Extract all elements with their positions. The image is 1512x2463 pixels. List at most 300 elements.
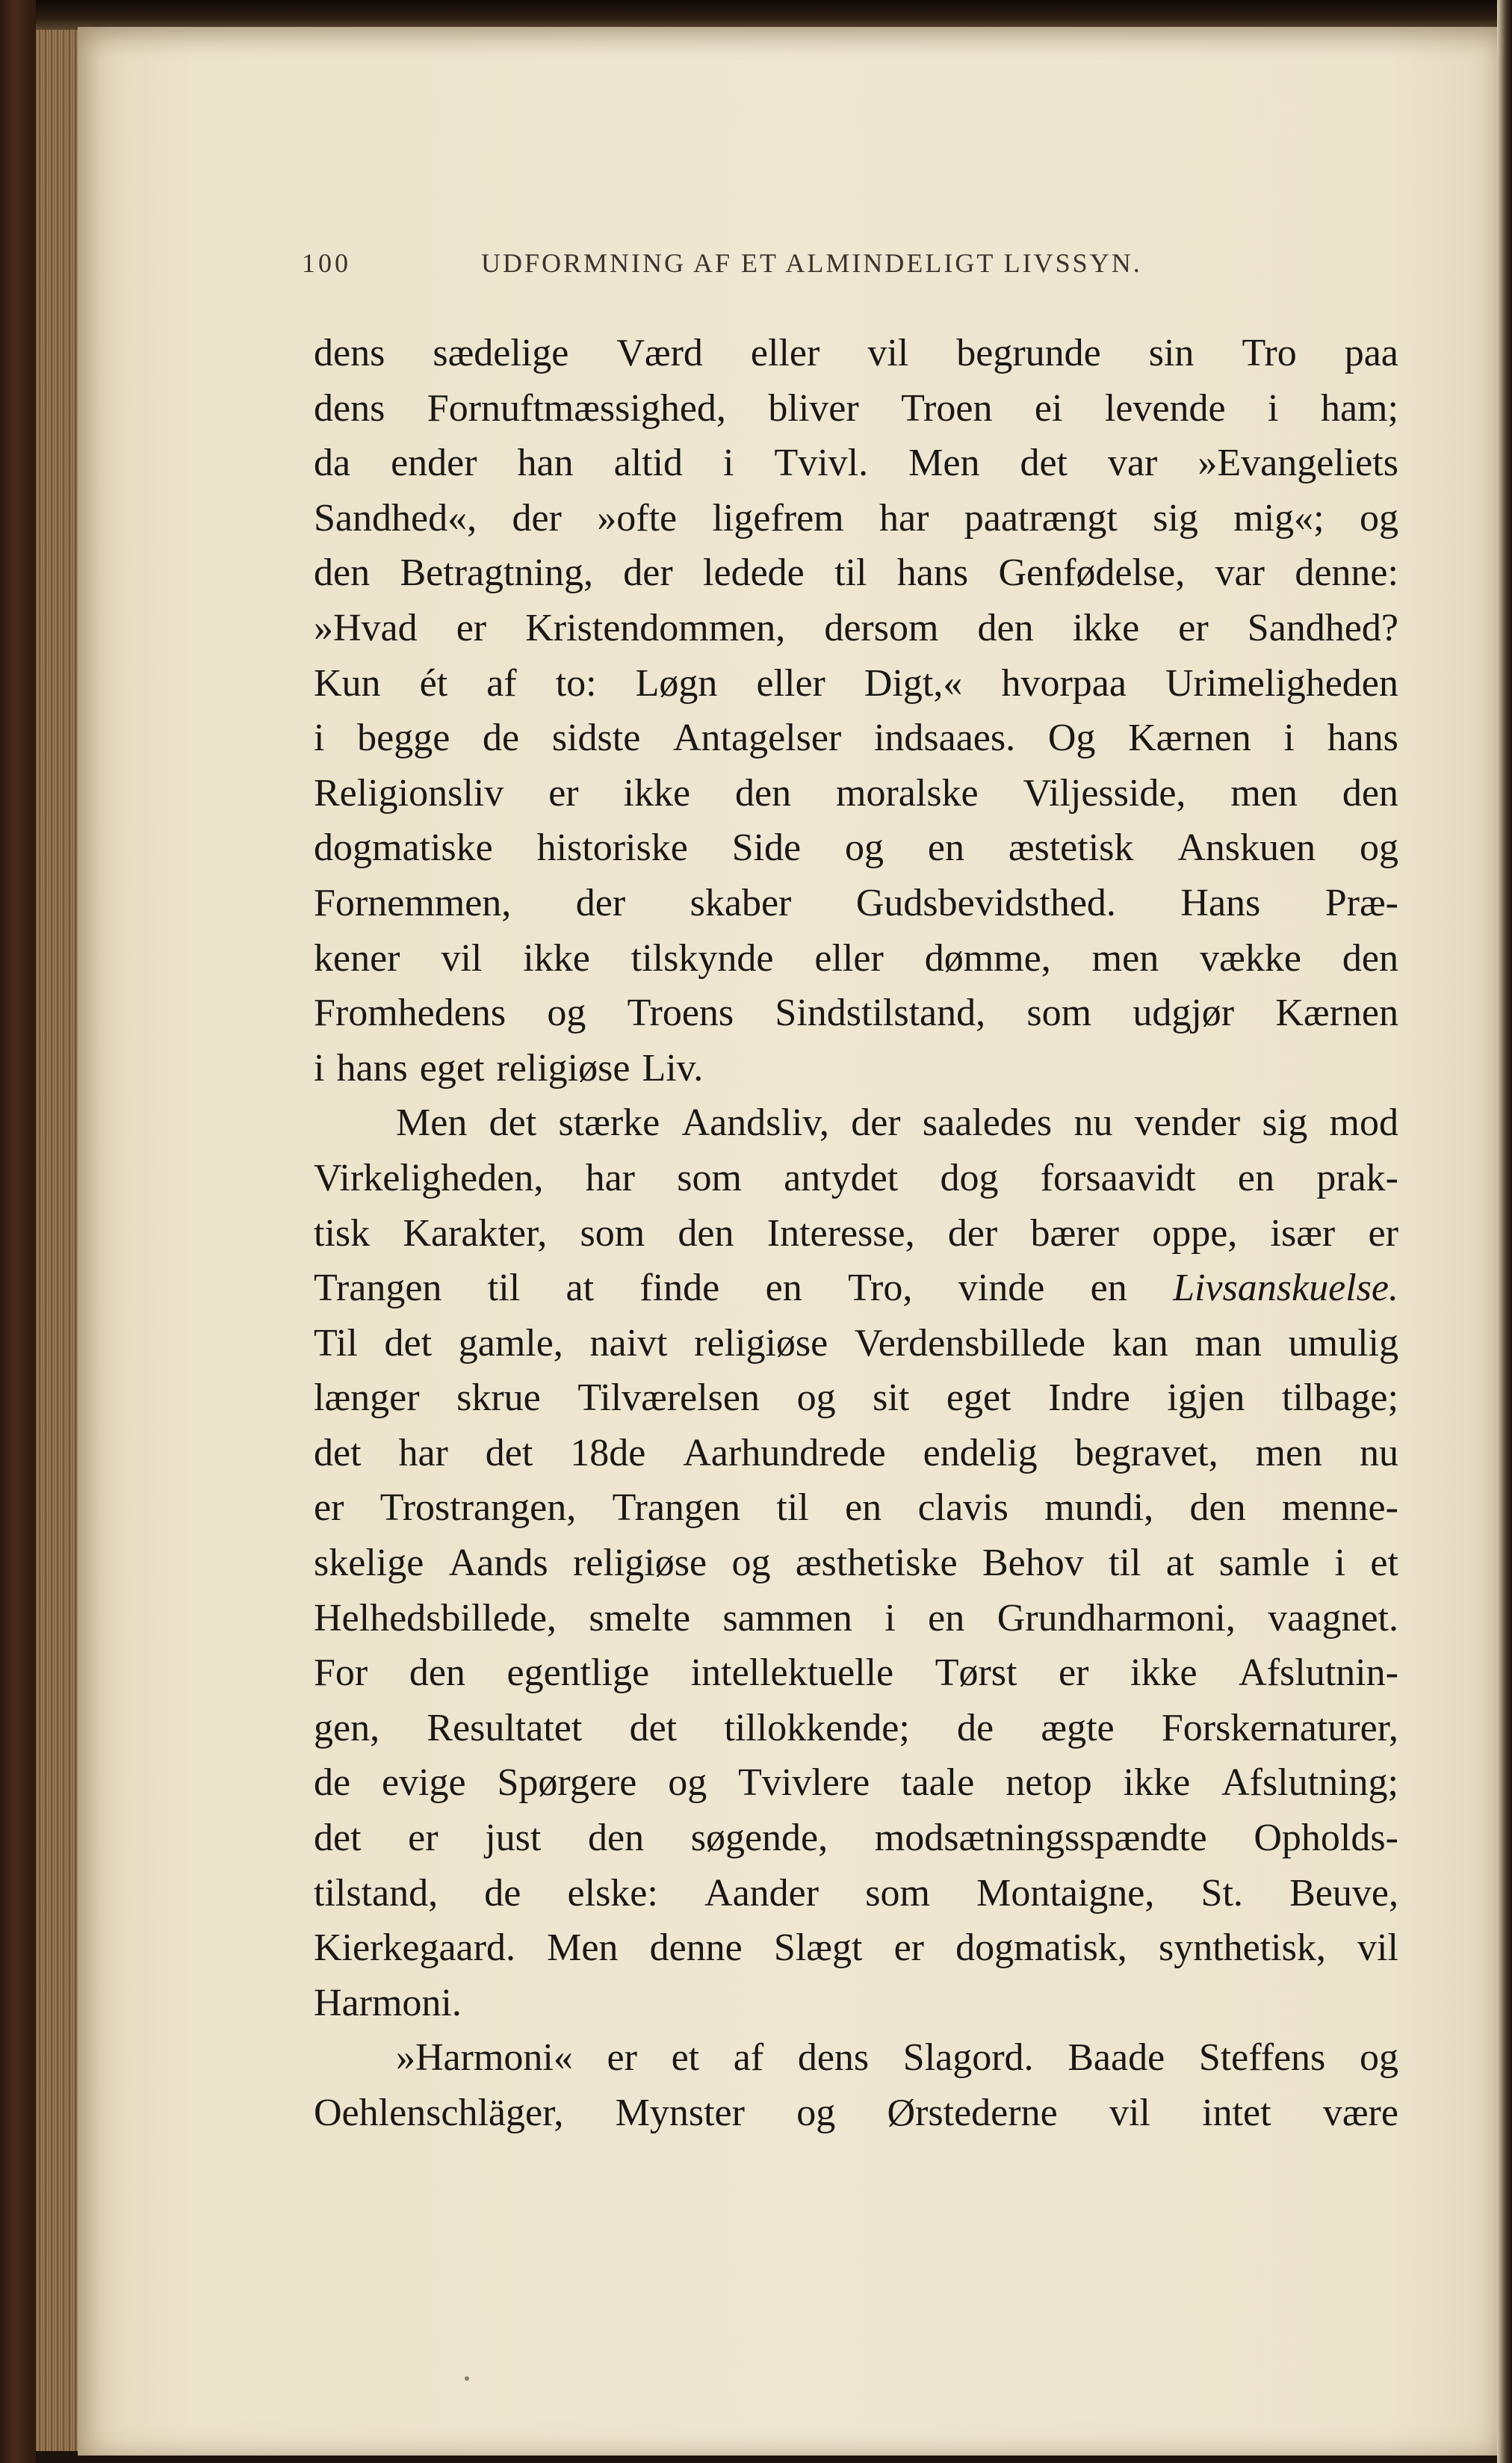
word: Beuve, [1289,1871,1398,1915]
word: paatrængt [964,496,1118,540]
word: Grundharmoni, [997,1596,1236,1640]
word: det [1020,442,1068,485]
word: ét [419,661,448,705]
word: Sindstilstand, [775,992,986,1035]
word: Tvivl. [774,442,869,485]
text-line [314,436,1398,491]
word: religiøse [496,1046,630,1090]
word: elske: [567,1871,658,1915]
word: Tro, [848,1267,913,1310]
word: ægte [1041,1706,1115,1749]
word: Liv. [642,1046,704,1090]
word: er [1368,1211,1398,1255]
running-head-title: UDFORMNING AF ET ALMINDELIGT LIVSSYN. [481,248,1142,278]
word: Fromhedens [314,992,506,1035]
word: altid [613,442,684,485]
word: i [1334,1542,1345,1585]
word: saaledes [922,1101,1053,1145]
text-line [314,1151,1398,1206]
word: Tro [1242,332,1297,374]
word: Hans [1180,881,1261,924]
word: skrue [456,1376,541,1420]
word: æstetisk [1008,826,1134,870]
word: Indre [1048,1376,1130,1420]
word: ikke [1130,1651,1197,1695]
word: skaber [690,881,792,924]
word: Tvivlere [738,1761,870,1805]
text-line [314,1866,1398,1921]
word: Fornemmen, [314,881,512,924]
word: et [671,2036,700,2080]
word: og [547,992,586,1035]
word: »Harmoni« [396,2036,573,2080]
word: gamle, [458,1321,563,1365]
word: vil [1109,2092,1150,2134]
word: intet [1202,2092,1271,2134]
word: bærer [1030,1211,1119,1255]
word: Løgn [635,661,718,705]
body-text [314,326,1398,2141]
word: begravet, [1074,1431,1218,1474]
word: til [776,1486,809,1530]
word: længer [314,1376,420,1420]
text-line [314,1811,1398,1866]
word: tilstand, [314,1871,439,1915]
word: ikke [1123,1761,1191,1805]
text-line [314,381,1398,436]
word: ledede [703,551,805,595]
word: finde [639,1267,720,1310]
book-cover-edge [0,0,36,2463]
word: menne- [1281,1486,1398,1530]
word: oppe, [1152,1211,1238,1255]
word: tisk [314,1211,371,1255]
word: Aands [448,1542,548,1585]
word: der [575,881,626,924]
word: der [947,1211,998,1255]
word: dens [797,2036,870,2080]
word: der [623,551,673,595]
word: Sandhed«, [314,496,477,540]
word: Oehlenschläger, [314,2092,564,2134]
word: Ørstederne [887,2092,1058,2134]
word: tillokkende; [724,1706,910,1749]
paper-speck [465,2376,469,2381]
word: Kærnen [1275,992,1398,1035]
word: Anskuen [1177,826,1316,870]
word: de [314,1761,351,1805]
word: Kærnen [1128,717,1251,760]
word: forsaavidt [1040,1156,1196,1199]
word: synthetisk, [1158,1926,1326,1970]
word: at [566,1267,595,1310]
word: vække [1200,936,1301,980]
word: sig [1262,1101,1308,1145]
word: egentlige [506,1651,650,1695]
word: Kun [314,661,381,705]
word: den [409,1651,465,1695]
word: til [1109,1542,1141,1585]
word: dømme, [924,936,1051,980]
word: man [1195,1321,1262,1365]
word: Trangen [314,1267,442,1310]
word: mod [1329,1101,1398,1145]
word: som [677,1156,742,1199]
word: er [456,606,487,649]
word: kan [1112,1321,1168,1365]
word: Helhedsbillede, [314,1596,557,1640]
word: tilbage; [1281,1376,1398,1420]
word: og [796,2092,836,2134]
word: det [314,1431,362,1474]
word: tilskynde [630,936,774,980]
word: Afslutning; [1221,1761,1398,1805]
word: ender [391,442,477,485]
word: Kristendommen, [525,606,786,649]
word: samle [1218,1542,1310,1585]
word: til [487,1267,521,1310]
word: skelige [314,1542,424,1585]
word: i [884,1596,896,1640]
word: men [1255,1431,1323,1474]
word: Værd [616,332,703,374]
word: er [607,2036,637,2080]
word: just [485,1817,542,1860]
word: han [517,442,574,485]
word: en [928,1596,965,1640]
text-line [314,1206,1398,1261]
word: ikke [623,771,691,815]
word: som [1026,992,1092,1035]
word: Mynster [615,2092,745,2134]
word: det [629,1706,678,1749]
word: Steffens [1198,2036,1326,2080]
word: den [735,771,792,815]
word: antydet [784,1156,899,1199]
text-line [314,766,1398,821]
word: Betragtning, [400,551,593,595]
word: er [408,1817,439,1860]
word: mundi, [1044,1486,1154,1530]
word: Men [908,442,980,485]
word: indsaaes. [873,717,1016,760]
word: Resultatet [427,1706,583,1749]
word: ligefrem [712,496,844,540]
word: sin [1148,332,1195,374]
word: hans [1327,717,1398,760]
word: Spørgere [497,1761,637,1805]
word: gen, [314,1706,380,1749]
word: historiske [536,826,688,870]
word: udgjør [1133,992,1235,1035]
word: den [1342,771,1398,815]
word: sidste [551,717,641,760]
word: har [879,496,929,540]
right-page-edge [1497,0,1512,2463]
word: sammen [722,1596,852,1640]
running-head [302,241,1273,285]
word: de [483,717,520,760]
word: vil [867,332,909,374]
word: det [489,1101,537,1145]
word: Afslutnin- [1239,1651,1398,1695]
word: intellektuelle [690,1651,894,1695]
word: netop [1006,1761,1092,1805]
word: som [580,1211,645,1255]
word: dersom [824,606,939,649]
word: er [1059,1651,1089,1695]
word: Forskernaturer, [1161,1706,1398,1749]
word: begrunde [956,332,1101,374]
word: men [1230,771,1298,815]
word: har [585,1156,635,1199]
word: og [796,1376,836,1420]
word: Sandhed? [1247,606,1398,649]
word: Men [396,1101,468,1145]
page-number: 100 [302,248,351,278]
word: evige [382,1761,466,1805]
word: moralske [836,771,979,815]
word: er [314,1486,344,1530]
word: i [1283,717,1295,760]
word: religiøse [694,1321,828,1365]
text-line [314,931,1398,986]
word: vil [441,936,483,980]
word: sædelige [433,332,569,374]
word: Kierkegaard. [314,1926,515,1970]
word: eller [814,936,884,980]
text-line [314,1755,1398,1811]
word: sig [1153,496,1198,540]
word: bliver [768,386,859,430]
word: en [845,1486,882,1530]
word: ikke [1072,606,1140,649]
word: Baade [1068,2036,1165,2080]
text-line [314,1976,1398,2031]
word: ei [1034,386,1063,430]
word: Aandsliv, [681,1101,829,1145]
word: stærke [558,1101,660,1145]
word: St. [1200,1871,1243,1915]
word: vinde [958,1267,1045,1310]
word: Karakter, [403,1211,548,1255]
text-line [314,1095,1398,1151]
word: den [314,551,371,595]
text-line [314,491,1398,546]
word: æsthetiske [795,1542,958,1585]
text-line [314,986,1398,1041]
word: Side [731,826,802,870]
word: ikke [523,936,590,980]
word: eget [419,1046,485,1090]
word: Digt,« [864,661,963,705]
word: »Hvad [314,606,418,649]
word: det [314,1817,362,1860]
word: som [865,1871,930,1915]
word: Præ- [1324,881,1398,924]
word: »ofte [597,496,678,540]
text-line [314,821,1398,876]
word: de [484,1871,521,1915]
text-line [314,1261,1398,1316]
word: den [1189,1486,1246,1530]
text-line [314,1041,1398,1096]
text-line [314,1480,1398,1536]
text-line [314,1316,1398,1371]
word: taale [901,1761,975,1805]
word: clavis [917,1486,1008,1530]
word: i [314,1046,325,1090]
word: umulig [1288,1321,1398,1365]
word: da [314,442,351,485]
word: i [1268,386,1279,430]
word: hans [896,551,969,595]
word: Og [1047,717,1096,760]
word: Verdensbillede [854,1321,1085,1365]
text-line [314,1645,1398,1701]
word: Troens [627,992,734,1035]
word: denne: [1295,551,1398,595]
text-line [314,2030,1398,2086]
text-line [314,1591,1398,1646]
word: Slagord. [902,2036,1034,2080]
word: eller [756,661,825,705]
word: men [1091,936,1159,980]
word: endelig [923,1431,1038,1474]
word: det [485,1431,533,1474]
word: af [486,661,517,705]
word: For [314,1651,368,1695]
word: er [548,771,579,815]
text-line [314,1701,1398,1756]
word: dogmatiske [314,826,493,870]
word: sit [873,1376,910,1420]
word: Antagelser [672,717,842,760]
word: eget [946,1376,1011,1420]
word: og [1359,496,1398,540]
word: var [1215,551,1265,595]
word: modsætningsspændte [874,1817,1207,1860]
word: hvorpaa [1001,661,1127,705]
word: den [1342,936,1398,980]
word: Men [547,1926,619,1970]
word: naivt [589,1321,668,1365]
page-stack-edge [36,22,82,2451]
word: og [845,826,884,870]
word: en [1090,1267,1127,1310]
text-line [314,326,1398,381]
word: er [1178,606,1209,649]
word: Trostrangen, [379,1486,577,1530]
word: Religionsliv [314,771,504,815]
text-line [314,876,1398,931]
word: der [851,1101,901,1145]
word: nu [1359,1431,1398,1474]
word: ham; [1320,386,1398,430]
word: den [588,1817,645,1860]
text-line [314,2086,1398,2141]
word: kener [314,936,400,980]
italic-word: Livsanskuelse. [1173,1267,1398,1310]
text-line [314,656,1398,711]
word: dogmatisk, [955,1926,1127,1970]
word: dog [940,1156,999,1199]
word: vil [1357,1926,1398,1970]
word: Aander [704,1871,819,1915]
word: paa [1344,332,1398,374]
word: de [957,1706,994,1749]
word: Troen [901,386,993,430]
word: levende [1104,386,1226,430]
word: Montaigne, [976,1871,1155,1915]
word: i [723,442,734,485]
word: vaagnet. [1268,1596,1398,1640]
word: Genfødelse, [998,551,1186,595]
word: Opholds- [1254,1817,1398,1860]
text-line [314,1536,1398,1591]
word: hans [336,1046,408,1090]
word: Fornuftmæssighed, [427,386,726,430]
word: et [1370,1542,1398,1585]
word: i [314,717,325,760]
word: prak- [1316,1156,1398,1199]
word: Interesse, [766,1211,915,1255]
word: og [1359,826,1398,870]
word: en [765,1267,802,1310]
word: den [678,1211,734,1255]
word: to: [555,661,597,705]
word: smelte [589,1596,691,1640]
word: en [1237,1156,1275,1199]
word: Virkeligheden, [314,1156,544,1199]
word: Til [314,1321,358,1365]
word: vender [1134,1101,1241,1145]
word: Slægt [773,1926,863,1970]
text-line [314,601,1398,656]
word: Viljesside, [1023,771,1186,815]
word: Aarhundrede [683,1431,886,1474]
word: Urimeligheden [1165,661,1398,705]
word: har [398,1431,448,1474]
word: Gudsbevidsthed. [855,881,1116,924]
word: Trangen [612,1486,740,1530]
word: Harmoni. [314,1981,462,2024]
word: denne [649,1926,743,1970]
word: den [977,606,1034,649]
word: en [927,826,964,870]
word: det [384,1321,433,1365]
top-shadow-edge [36,0,1512,30]
text-line [314,1426,1398,1481]
word: er [893,1926,924,1970]
word: søgende, [690,1817,828,1860]
word: Behov [982,1542,1084,1585]
word: 18de [570,1431,646,1474]
word: og [1359,2036,1398,2080]
text-line [314,1920,1398,1976]
text-line [314,711,1398,766]
word: af [733,2036,764,2080]
word: eller [750,332,820,374]
text-line [314,546,1398,601]
word: at [1165,1542,1195,1585]
word: især [1270,1211,1336,1255]
word: til [834,551,867,595]
word: være [1322,2092,1398,2134]
text-line [314,1370,1398,1426]
word: begge [357,717,450,760]
word: mig«; [1233,496,1324,540]
